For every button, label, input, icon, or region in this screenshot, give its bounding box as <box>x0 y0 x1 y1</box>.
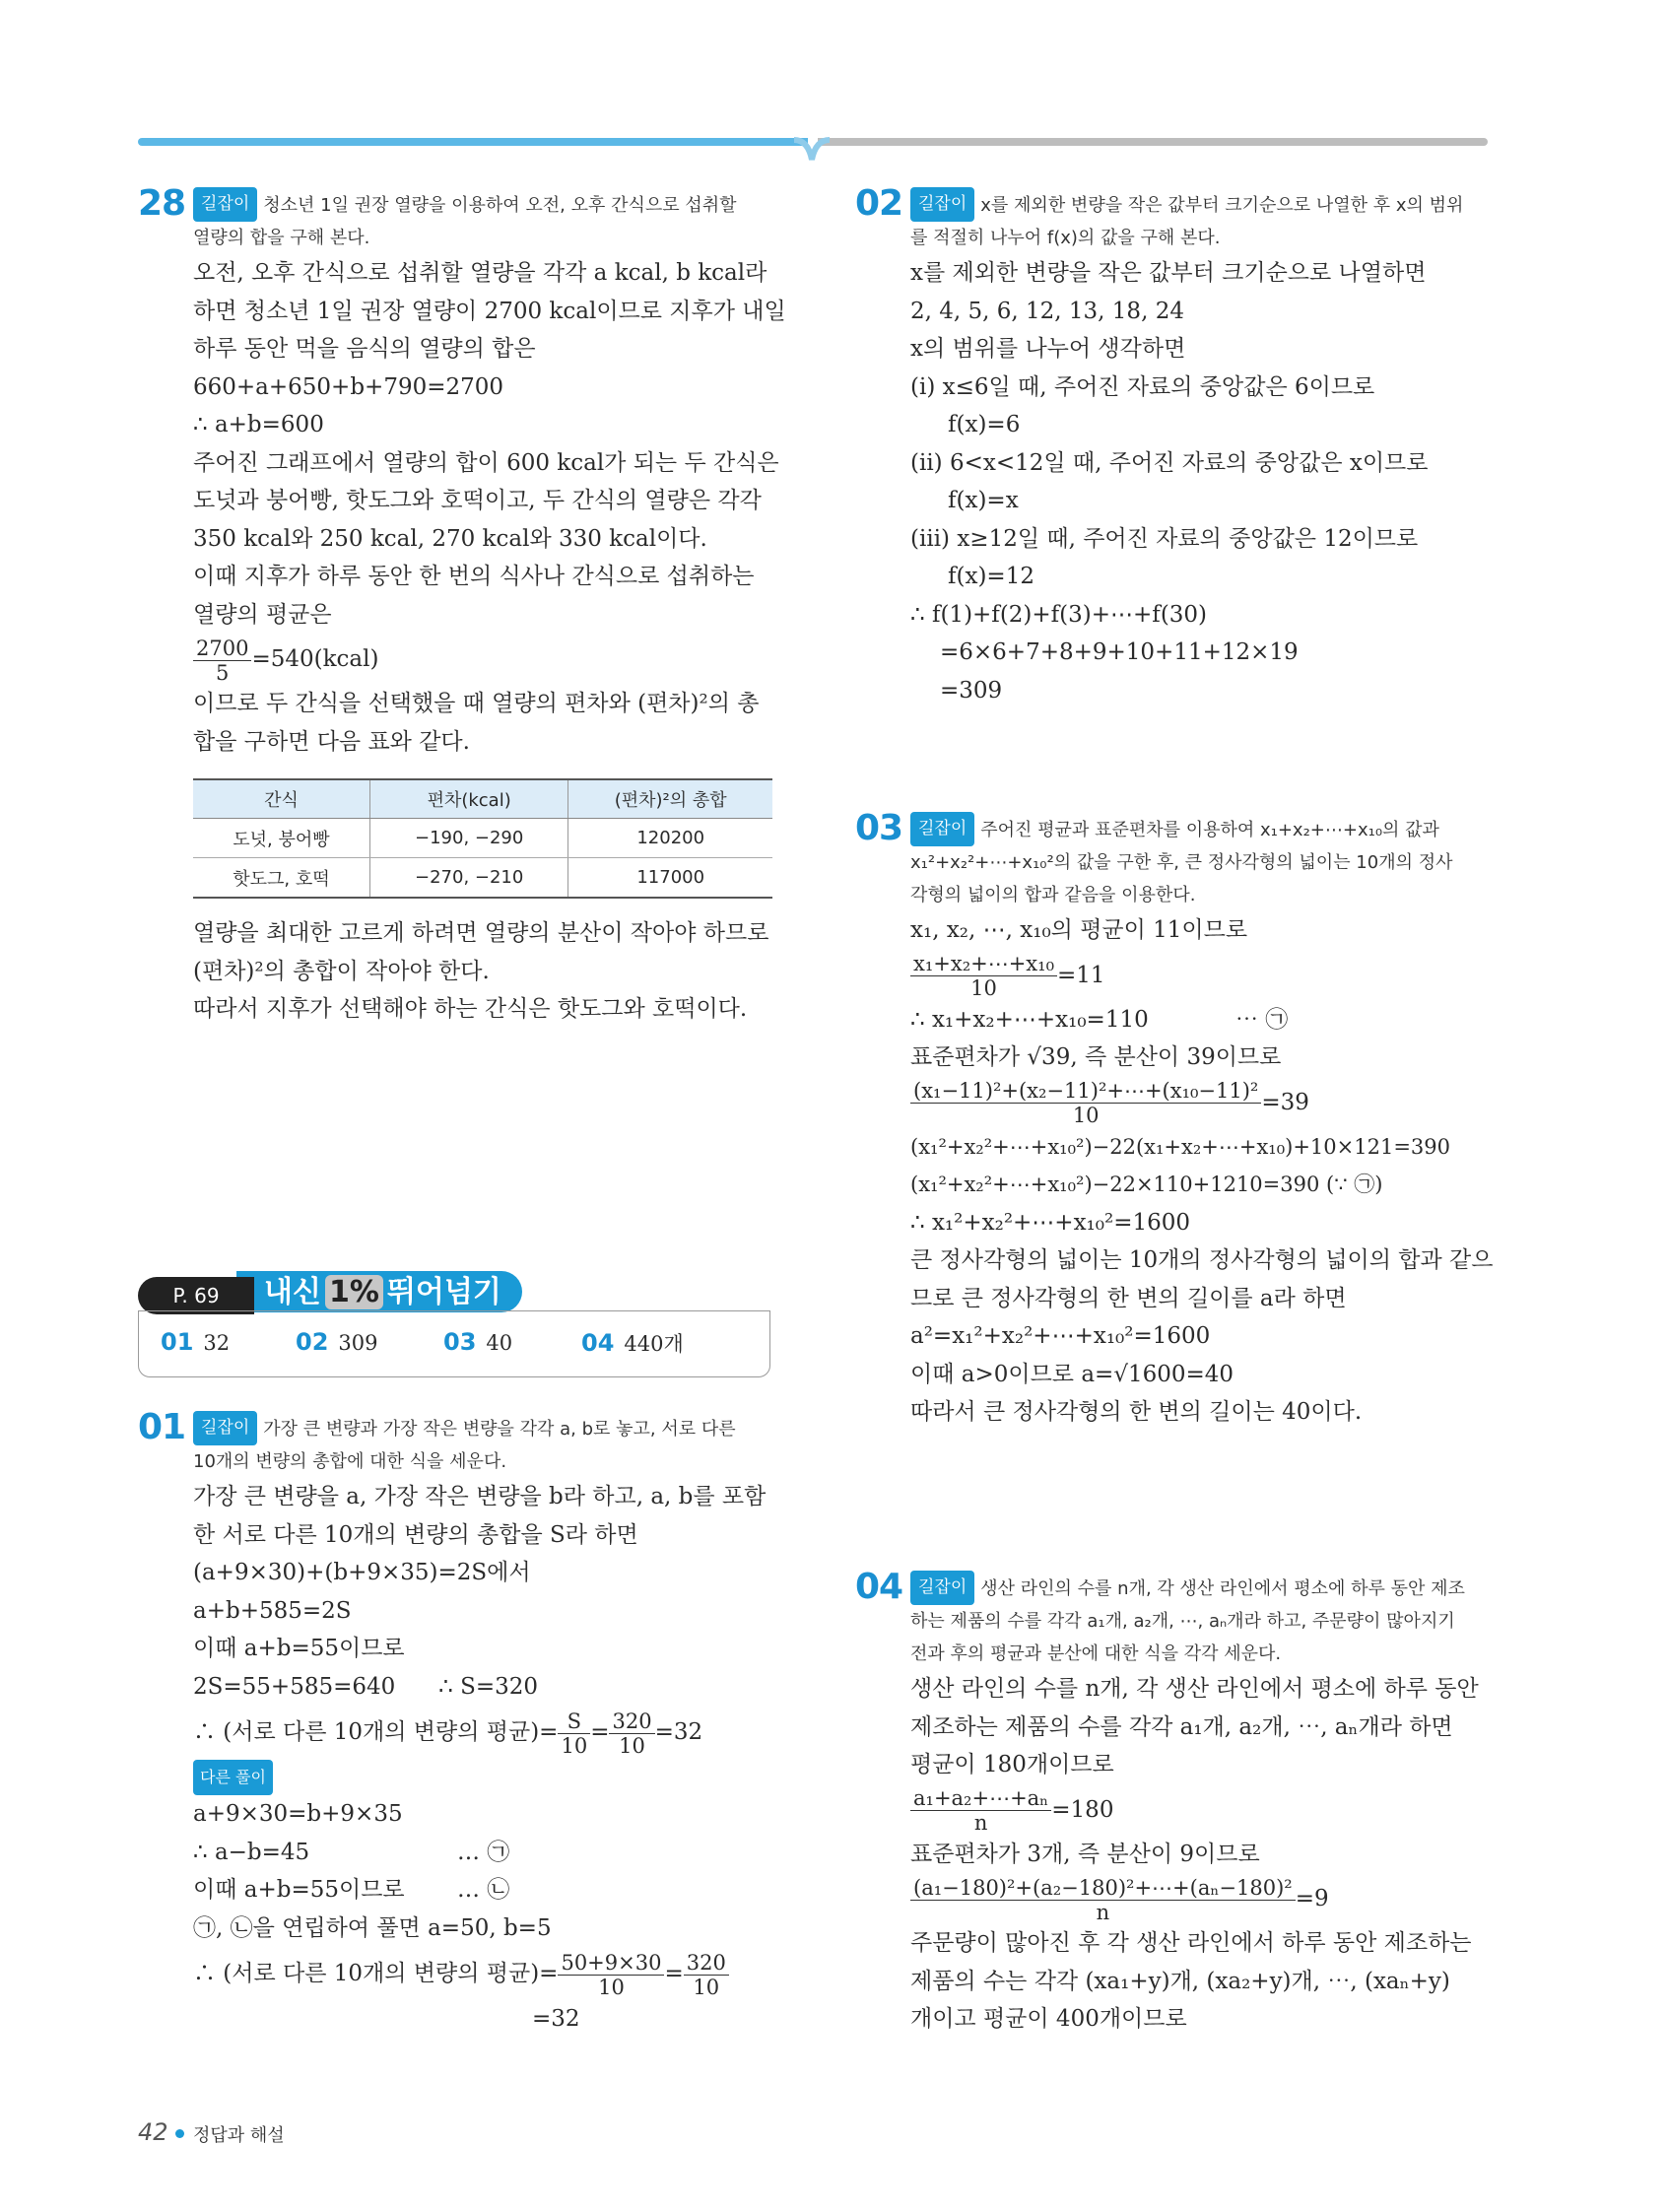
fraction-line: $\frac{\text{(x₁−11)²+(x₂−11)²+⋯+(x₁₀−11)²}}{10}$ =39 <box>910 1077 1494 1128</box>
top-bar-left <box>138 138 808 146</box>
hint-03-cont: x₁²+x₂²+⋯+x₁₀²의 값을 구한 후, 큰 정사각형의 넓이는 10개의 정사 <box>910 852 1453 873</box>
answer-item: 03 40 <box>443 1328 513 1356</box>
case-line: (ⅰ) x≤6일 때, 주어진 자료의 중앙값은 6이므로 <box>910 373 1375 400</box>
table-header: 간식 <box>193 779 369 819</box>
table-header: (편차)²의 총합 <box>568 779 772 819</box>
one-percent-badge: 1% <box>325 1275 383 1309</box>
equation: a+9×30=b+9×35 <box>193 1801 403 1827</box>
fraction-line: ∴ (서로 다른 10개의 변량의 평균)= $\frac{S}{10}$ = $\frac{320}{10}$ =32 <box>193 1709 703 1758</box>
text-line: 따라서 큰 정사각형의 한 변의 길이는 40이다. <box>910 1399 1363 1425</box>
text-line: 주문량이 많아진 후 각 생산 라인에서 하루 동안 제조하는 <box>910 1930 1472 1956</box>
table-row <box>193 819 772 858</box>
answer-item: 04 440개 <box>581 1329 684 1357</box>
text-line: 이므로 두 간식을 선택했을 때 열량의 편차와 (편차)²의 총 <box>193 691 760 716</box>
hint-28-cont: 열량의 합을 구해 본다. <box>193 228 370 248</box>
text-line: 평균이 180개이므로 <box>910 1752 1114 1777</box>
text-line: x₁, x₂, ⋯, x₁₀의 평균이 11이므로 <box>910 917 1248 943</box>
fraction-line: ∴ (서로 다른 10개의 변량의 평균)= $\frac{50+9\times 30}{10}$ = $\frac{320}{10}$ <box>193 1947 776 2000</box>
hint-01: 길잡이 가장 큰 변량과 가장 작은 변량을 각각 a, b로 놓고, 서로 다른 <box>193 1411 776 1445</box>
hint-04-cont: 하는 제품의 수를 각각 a₁개, a₂개, ⋯, aₙ개라 하고, 주문량이 많아지기 <box>910 1611 1455 1632</box>
text-line: 가장 큰 변량을 a, 가장 작은 변량을 b라 하고, a, b를 포함 <box>193 1484 767 1509</box>
problem-01 <box>193 1411 776 2039</box>
problem-number-02: 02 <box>855 183 903 224</box>
fraction-line: $\frac{\text{(a₁−180)²+(a₂−180)²+⋯+(aₙ−180)²}}{n}$ =9 <box>910 1873 1494 1924</box>
hint-badge: 길잡이 <box>910 187 974 222</box>
equation: ∴ f(1)+f(2)+f(3)+⋯+f(30) <box>910 601 1208 628</box>
equation: =32 <box>532 2006 580 2032</box>
text-line: 므로 큰 정사각형의 한 변의 길이를 a라 하면 <box>910 1285 1347 1311</box>
equation: 이때 a+b=55이므로 <box>193 1636 405 1661</box>
problem-04 <box>910 1571 1494 2039</box>
hint-01-cont: 10개의 변량의 총합에 대한 식을 세운다. <box>193 1451 507 1472</box>
equation: (a+9×30)+(b+9×35)=2S에서 <box>193 1560 531 1585</box>
text-line: 오전, 오후 간식으로 섭취할 열량을 각각 a kcal, b kcal라 <box>193 260 767 286</box>
hint-badge: 길잡이 <box>193 187 257 222</box>
equation: =309 <box>940 677 1003 704</box>
text-line: (편차)²의 총합이 작아야 한다. <box>193 958 490 984</box>
hint-badge: 길잡이 <box>910 1571 974 1605</box>
text-line: 합을 구하면 다음 표와 같다. <box>193 728 470 755</box>
table-row <box>193 858 772 899</box>
text-line: 한 서로 다른 10개의 변량의 총합을 S라 하면 <box>193 1521 638 1548</box>
hint-04-cont: 전과 후의 평균과 분산에 대한 식을 각각 세운다. <box>910 1643 1282 1664</box>
equation: 2S=55+585=640 ∴ S=320 <box>193 1673 539 1700</box>
text-line: 표준편차가 3개, 즉 분산이 9이므로 <box>910 1841 1260 1867</box>
deviation-table <box>193 778 772 899</box>
equation: a²=x₁²+x₂²+⋯+x₁₀²=1600 <box>910 1323 1211 1349</box>
hint-03: 길잡이 주어진 평균과 표준편차를 이용하여 x₁+x₂+⋯+x₁₀의 값과 <box>910 812 1494 846</box>
equation: a+b+585=2S <box>193 1597 352 1624</box>
page-number: 42 <box>138 2118 168 2146</box>
table-header-row <box>193 779 772 819</box>
problem-28 <box>193 187 786 1029</box>
equation: 이때 a>0이므로 a=√1600=40 <box>910 1361 1234 1387</box>
fraction-line: $\frac{\text{a₁+a₂+⋯+aₙ}}{n}$ =180 <box>910 1784 1494 1836</box>
text-line: 열량의 평균은 <box>193 601 332 628</box>
alt-solution-label: 다른 풀이 <box>193 1759 776 1795</box>
hint-28: 길잡이 청소년 1일 권장 열량을 이용하여 오전, 오후 간식으로 섭취할 <box>193 187 776 222</box>
equation: 660+a+650+b+790=2700 <box>193 373 504 400</box>
equation: ㉠, ㉡을 연립하여 풀면 a=50, b=5 <box>193 1914 552 1941</box>
table-cell: 도넛, 붕어빵 <box>193 819 369 858</box>
equation: (x₁²+x₂²+⋯+x₁₀²)−22(x₁+x₂+⋯+x₁₀)+10×121=390 <box>910 1134 1450 1159</box>
text-line: 하루 동안 먹을 음식의 열량의 합은 <box>193 336 536 362</box>
footer-bullet-icon <box>175 2129 184 2138</box>
text-line: 2, 4, 5, 6, 12, 13, 18, 24 <box>910 298 1184 324</box>
fraction: $\frac{S}{10}$ <box>558 1709 590 1758</box>
problem-number-28: 28 <box>138 183 186 224</box>
equation: ∴ a−b=45 … ㉠ <box>193 1839 510 1865</box>
problem-number-03: 03 <box>855 808 903 848</box>
text-line: 생산 라인의 수를 n개, 각 생산 라인에서 평소에 하루 동안 <box>910 1676 1479 1702</box>
hint-02: 길잡이 x를 제외한 변량을 작은 값부터 크기순으로 나열한 후 x의 범위 <box>910 187 1494 222</box>
equation: f(x)=6 <box>948 412 1021 437</box>
footer-label: 정답과 해설 <box>193 2125 285 2146</box>
fraction: $\frac{\text{a₁+a₂+⋯+aₙ}}{n}$ <box>910 1786 1051 1835</box>
problem-02 <box>910 187 1494 709</box>
equation: 이때 a+b=55이므로 … ㉡ <box>193 1877 510 1903</box>
fraction: $\frac{\text{x₁+x₂+⋯+x₁₀}}{10}$ <box>910 952 1057 1000</box>
equation: =6×6+7+8+9+10+11+12×19 <box>940 639 1299 665</box>
table-header: 편차(kcal) <box>369 779 568 819</box>
equation: ∴ x₁²+x₂²+⋯+x₁₀²=1600 <box>910 1209 1191 1236</box>
text-line: x를 제외한 변량을 작은 값부터 크기순으로 나열하면 <box>910 260 1427 286</box>
text-line: x의 범위를 나누어 생각하면 <box>910 336 1186 362</box>
text-line: 따라서 지후가 선택해야 하는 간식은 핫도그와 호떡이다. <box>193 996 748 1022</box>
case-line: (ⅱ) 6<x<12일 때, 주어진 자료의 중앙값은 x이므로 <box>910 449 1429 476</box>
table-cell: −270, −210 <box>369 858 568 899</box>
text-line: 350 kcal와 250 kcal, 270 kcal와 330 kcal이다. <box>193 525 707 552</box>
page-tag: P. 69 <box>138 1277 254 1314</box>
equation: ∴ a+b=600 <box>193 412 324 437</box>
text-line: 이때 지후가 하루 동안 한 번의 식사나 간식으로 섭취하는 <box>193 564 755 589</box>
fraction: $\frac{320}{10}$ <box>609 1709 654 1758</box>
hint-02-cont: 를 적절히 나누어 f(x)의 값을 구해 본다. <box>910 228 1221 248</box>
case-line: (ⅲ) x≥12일 때, 주어진 자료의 중앙값은 12이므로 <box>910 525 1419 552</box>
hint-badge: 길잡이 <box>193 1411 257 1445</box>
problem-03 <box>910 812 1494 1432</box>
equation: ∴ x₁+x₂+⋯+x₁₀=110 ⋯ ㉠ <box>910 1006 1289 1033</box>
text-line: 표준편차가 √39, 즉 분산이 39이므로 <box>910 1044 1282 1070</box>
fraction-line: $\frac{\text{x₁+x₂+⋯+x₁₀}}{10}$ =11 <box>910 950 1494 1001</box>
fraction: $\frac{\text{(x₁−11)²+(x₂−11)²+⋯+(x₁₀−11)²}}{10}$ <box>910 1079 1261 1127</box>
top-bar-right <box>818 138 1488 146</box>
text-line: 제품의 수는 각각 (xa₁+y)개, (xa₂+y)개, ⋯, (xaₙ+y) <box>910 1968 1450 1994</box>
fraction-line: $\frac{2700}{5}$ =540(kcal) <box>193 634 776 685</box>
problem-number-01: 01 <box>138 1407 186 1447</box>
hint-04: 길잡이 생산 라인의 수를 n개, 각 생산 라인에서 평소에 하루 동안 제조 <box>910 1571 1494 1605</box>
answer-item: 01 32 <box>161 1328 231 1356</box>
fraction: $\frac{320}{10}$ <box>684 1951 729 1999</box>
text-line: 개이고 평균이 400개이므로 <box>910 2006 1187 2032</box>
equation: f(x)=x <box>948 488 1019 513</box>
section-title: 내신 1% 뛰어넘기 <box>264 1275 501 1309</box>
top-bar-notch <box>794 134 830 164</box>
text-line: 열량을 최대한 고르게 하려면 열량의 분산이 작아야 하므로 <box>193 920 769 946</box>
equation: f(x)=12 <box>948 564 1034 589</box>
text-line: 주어진 그래프에서 열량의 합이 600 kcal가 되는 두 간식은 <box>193 449 779 476</box>
text-line: 하면 청소년 1일 권장 열량이 2700 kcal이므로 지후가 내일 <box>193 298 786 324</box>
table-cell: 120200 <box>568 819 772 858</box>
hint-03-cont: 각형의 넓이의 합과 같음을 이용한다. <box>910 885 1196 905</box>
fraction: $\frac{50+9\times 30}{10}$ <box>558 1951 664 1999</box>
hint-badge: 길잡이 <box>910 812 974 846</box>
table-cell: 핫도그, 호떡 <box>193 858 369 899</box>
problem-number-04: 04 <box>855 1567 903 1607</box>
table-cell: 117000 <box>568 858 772 899</box>
fraction: $\frac{\text{(a₁−180)²+(a₂−180)²+⋯+(aₙ−180)²}}{n}$ <box>910 1876 1296 1924</box>
table-cell: −190, −290 <box>369 819 568 858</box>
answer-item: 02 309 <box>296 1328 378 1356</box>
text-line: 큰 정사각형의 넓이는 10개의 정사각형의 넓이의 합과 같으 <box>910 1247 1494 1273</box>
text-line: 제조하는 제품의 수를 각각 a₁개, a₂개, ⋯, aₙ개라 하면 <box>910 1713 1453 1740</box>
fraction: $\frac{2700}{5}$ <box>193 637 251 685</box>
text-line: 도넛과 붕어빵, 핫도그와 호떡이고, 두 간식의 열량은 각각 <box>193 488 762 513</box>
equation: (x₁²+x₂²+⋯+x₁₀²)−22×110+1210=390 (∵ ㉠) <box>910 1173 1383 1196</box>
